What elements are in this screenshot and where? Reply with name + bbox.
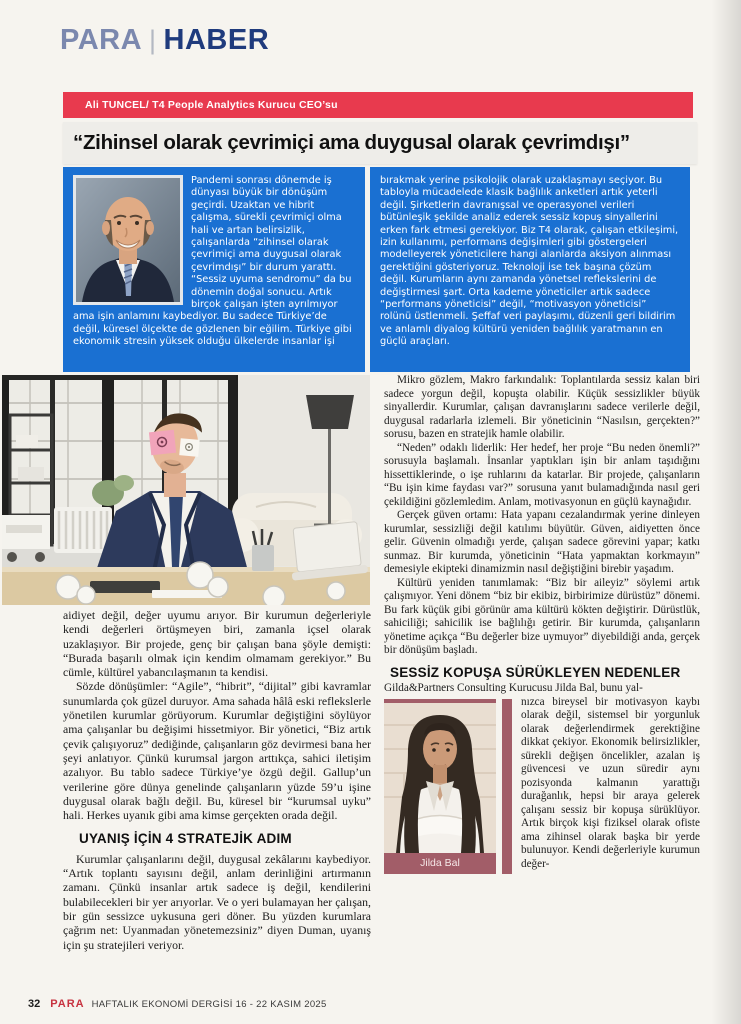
body-right-column [384,374,700,1004]
footer-text: HAFTALIK EKONOMİ DERGİSİ 16 - 22 KASIM 2025 [91,999,327,1010]
kicker-bar [63,92,693,118]
page-number: 32 [28,998,41,1010]
ali-tuncel-photo [73,175,183,305]
lead-left-text: Pandemi sonrası dönemde iş dünyası büyük bir dönüşüm geçirdi. Uzaktan ve hibrit çalışma, sürekli çevrimiçi olma hali ve artan belirsizlik, çalışanlarda “zihinsel olarak çevrimiçi ama duygusal olarak çevrimdışı” bir durum yarattı. “Sessiz uyuma sendromu” da bu dönemin doğal sonucu. Artık birçok çalışan işten ayrılmıyor ama işin anlamını kaybediyor. Bu sadece Türkiye’de değil, küresel ölçekte de gözlenen bir eğilim. Türkiye gibi ekonomik stresin yüksek olduğu ülkelerde insanlar işi [73,175,352,348]
body-paragraph: Kültürü yeniden tanımlamak: “Biz bir aileyiz” söylemi artık çalışmıyor. Yeni dönem “biz bir ekibiz, birbirimize dürüstüz” dönemi. Bu fark küçük gibi görünür ama kültürü kökten değiştirir. Dürüstlük, sahiciliği; sahicilik ise bağlılığı getirir. Bir kurumda, çalışanların yönetime açıkça “Bu değerler bize uymuyor” diyebildiği anda, gerçek bir dönüşüm başladı. [384,576,700,656]
pink-sticky-note-icon [149,430,176,455]
section-heading-left: UYANIŞ İÇİN 4 STRATEJİK ADIM [79,831,292,847]
sleeping-office-illustration [2,375,370,605]
lead-right-text: bırakmak yerine psikolojik olarak uzaklaşmayı seçiyor. Bu tabloyla mücadelede klasik bağlılık anketleri artık yeterli değil. Şirketlerin davranışsal ve operasyonel verileri bütünleşik şekilde analiz ederek sessiz kopuş sinyallerini erken fark etmesi gerekiyor. Biz T4 olarak, çalışan etkileşimi, izin kullanımı, performans değişimleri gibi göstergeleri modelleyerek yöneticilere hangi alanlarda aksiyon alınması gerektiğini gösteriyoruz. Teknoloji ise tek başına çözüm değil. Kurumların aynı zamanda yönetsel reflekslerini de değiştirmesi şart. Orta kademe yöneticiler artık sadece “performans yöneticisi” değil, “motivasyon yöneticisi” rolünü üstlenmeli. Şeffaf veri paylaşımı, düzenli geri bildirim ve anlamlı diyalog kültürü yeniden bağlılık yaratmanın en güçlü araçları. [380,175,679,348]
white-sticky-note-icon [179,438,199,457]
jilda-photo-caption: Jilda Bal [384,853,496,874]
jilda-side-bar [502,699,512,874]
footer-brand: PARA [50,998,85,1010]
body-paragraph: Sözde dönüşümler: “Agile”, “hibrit”, “dijital” gibi kavramlar sunumlarda çok güzel duruyor. Ama sahada hâlâ eski reflekslerle yönetilen kurumlar görüyorum. Kurumlar değiştiğini söylüyor ama çalışanlar bu değişimi hissetmiyor. Bir yönetici, “Biz artık çevik çalışıyoruz” dediğinde, çalışanların göz devirmesi bana her şeyi anlatıyor. Çünkü kurumsal jargon arttıkça, sahici iletişim azalıyor. Bu tablo sadece Türkiye’ye özgü değil. Gallup’un verilerine göre dünya genelinde çalışanların yüzde 59’u işine duygusal olarak bağlı değil. Bu, küresel bir “kurumsal uyku” hali. Herkes uyanık gibi ama kimse gerçekten orada değil. [63,679,371,823]
body-paragraph: Gerçek güven ortamı: Hata yapanı cezalandırmak yerine dinleyen kurumlar, sessizliği değil katılımı büyütür. Güven, aidiyetten önce gelir. Güvenin olmadığı yerde, çalışan sadece görevini yapar; katkı sunmaz. Bir kurumda, yöneticinin “Hata yapmaktan korkmayın” demesiyle ekipteki dinamizmin nasıl değiştiğini birebir yaşadım. [384,509,700,575]
page-footer [28,998,327,1010]
jilda-bal-photo [384,699,496,874]
body-paragraph: nızca bireysel bir motivasyon kaybı olarak değil, sistemsel bir yorgunluk olarak değerlendirmek gerektiğine dikkat çekiyor. Ekonomik belirsizlikler, sürekli değişen öncelikler, azalan iş güvencesi ve uzun süredir aynı pozisyonda kalmanın yarattığı durağanlık, hepsi bir araya gelerek çalışanı sessiz bir kopuşa sürüklüyor. Artık birçok kişi fiziksel olarak ofiste ama zihinsel olarak başka bir yerde bulunuyor. Kendi değerleriyle kurumun değer- [521,695,700,870]
ali-tuncel-portrait-illustration [76,178,180,302]
masthead-divider: | [149,25,157,55]
masthead-section: HABER [163,24,270,56]
office-photo [2,375,370,605]
body-paragraph: Kurumlar çalışanlarını değil, duygusal zekâlarını kaybediyor. “Artık toplantı sayısını değil, anlam derinliğini artırmanın zamanı. Çünkü insanlar artık sadece iş değil, kendilerini bulabilecekleri bir yer arıyorlar. Ve o yeri bulamayan her çalışan, bir gün sessizce uykusuna geri döner. Bu yüzden kurumlara çağrım net: Uyanmadan yönetemezsiniz” diyen Duman, uyanış için şu stratejileri veriyor. [63,851,371,952]
lead-box [63,167,690,372]
headline-band [63,122,697,164]
section-heading-right: SESSİZ KOPUŞA SÜRÜKLEYEN NEDENLER [390,664,681,680]
masthead [60,24,269,57]
headline: “Zihinsel olarak çevrimiçi ama duygusal olarak çevrimdışı” [73,131,630,154]
body-paragraph: Mikro gözlem, Makro farkındalık: Toplantılarda sessiz kalan biri sadece yorgun değil, kopuşta olabilir. Küçük sessizlikler büyük sinyallerdir. Kurumlar, çalışan davranışlarını sadece verilerle değil, duygusal radarlarla izlemeli. Bir yöneticinin “Nasılsın, gerçekten?” sorusu, bazen en stratejik hamle olabilir. [384,374,700,440]
body-paragraph: “Neden” odaklı liderlik: Her hedef, her proje “Bu neden önemli?” sorusuyla başlamalı. İnsanlar yaptıkları işin bir anlam taşıdığını hissettiklerinde, o işe ruhlarını da katarlar. Bir projede, çalışanların “Bu işin kime faydası var?” sorusuna yanıt bulamadığında nasıl geri çekildiğini gözlemledim. Anlam, motivasyonun en güçlü kaynağıdır. [384,441,700,508]
jilda-bal-portrait-illustration [384,703,496,853]
lead-box-right-column [370,167,690,372]
jilda-photo-block [384,699,512,874]
body-paragraph: aidiyet değil, değer uyumu arıyor. Bir kurumun değerleriyle kendi değerleri örtüşmeyen biri, zamanla içsel olarak uzaklaşıyor. Bir projede, genç bir çalışan bana şöyle demişti: “Burada başarılı olmak için kendim olmamam gerekiyor.” Bu cümle, kültürel yabancılaşmanın ta kendisi. [63,608,371,680]
lead-box-left-column [63,167,365,372]
radiator-icon [54,507,112,553]
masthead-brand: PARA [60,24,143,56]
laptop-icon [287,521,368,581]
jilda-section [384,696,700,872]
body-left-column [63,608,371,1000]
body-paragraph: Gilda&Partners Consulting Kurucusu Jilda Bal, bunu yal- [384,682,643,694]
kicker-text: Ali TUNCEL/ T4 People Analytics Kurucu CEO’su [85,99,338,111]
